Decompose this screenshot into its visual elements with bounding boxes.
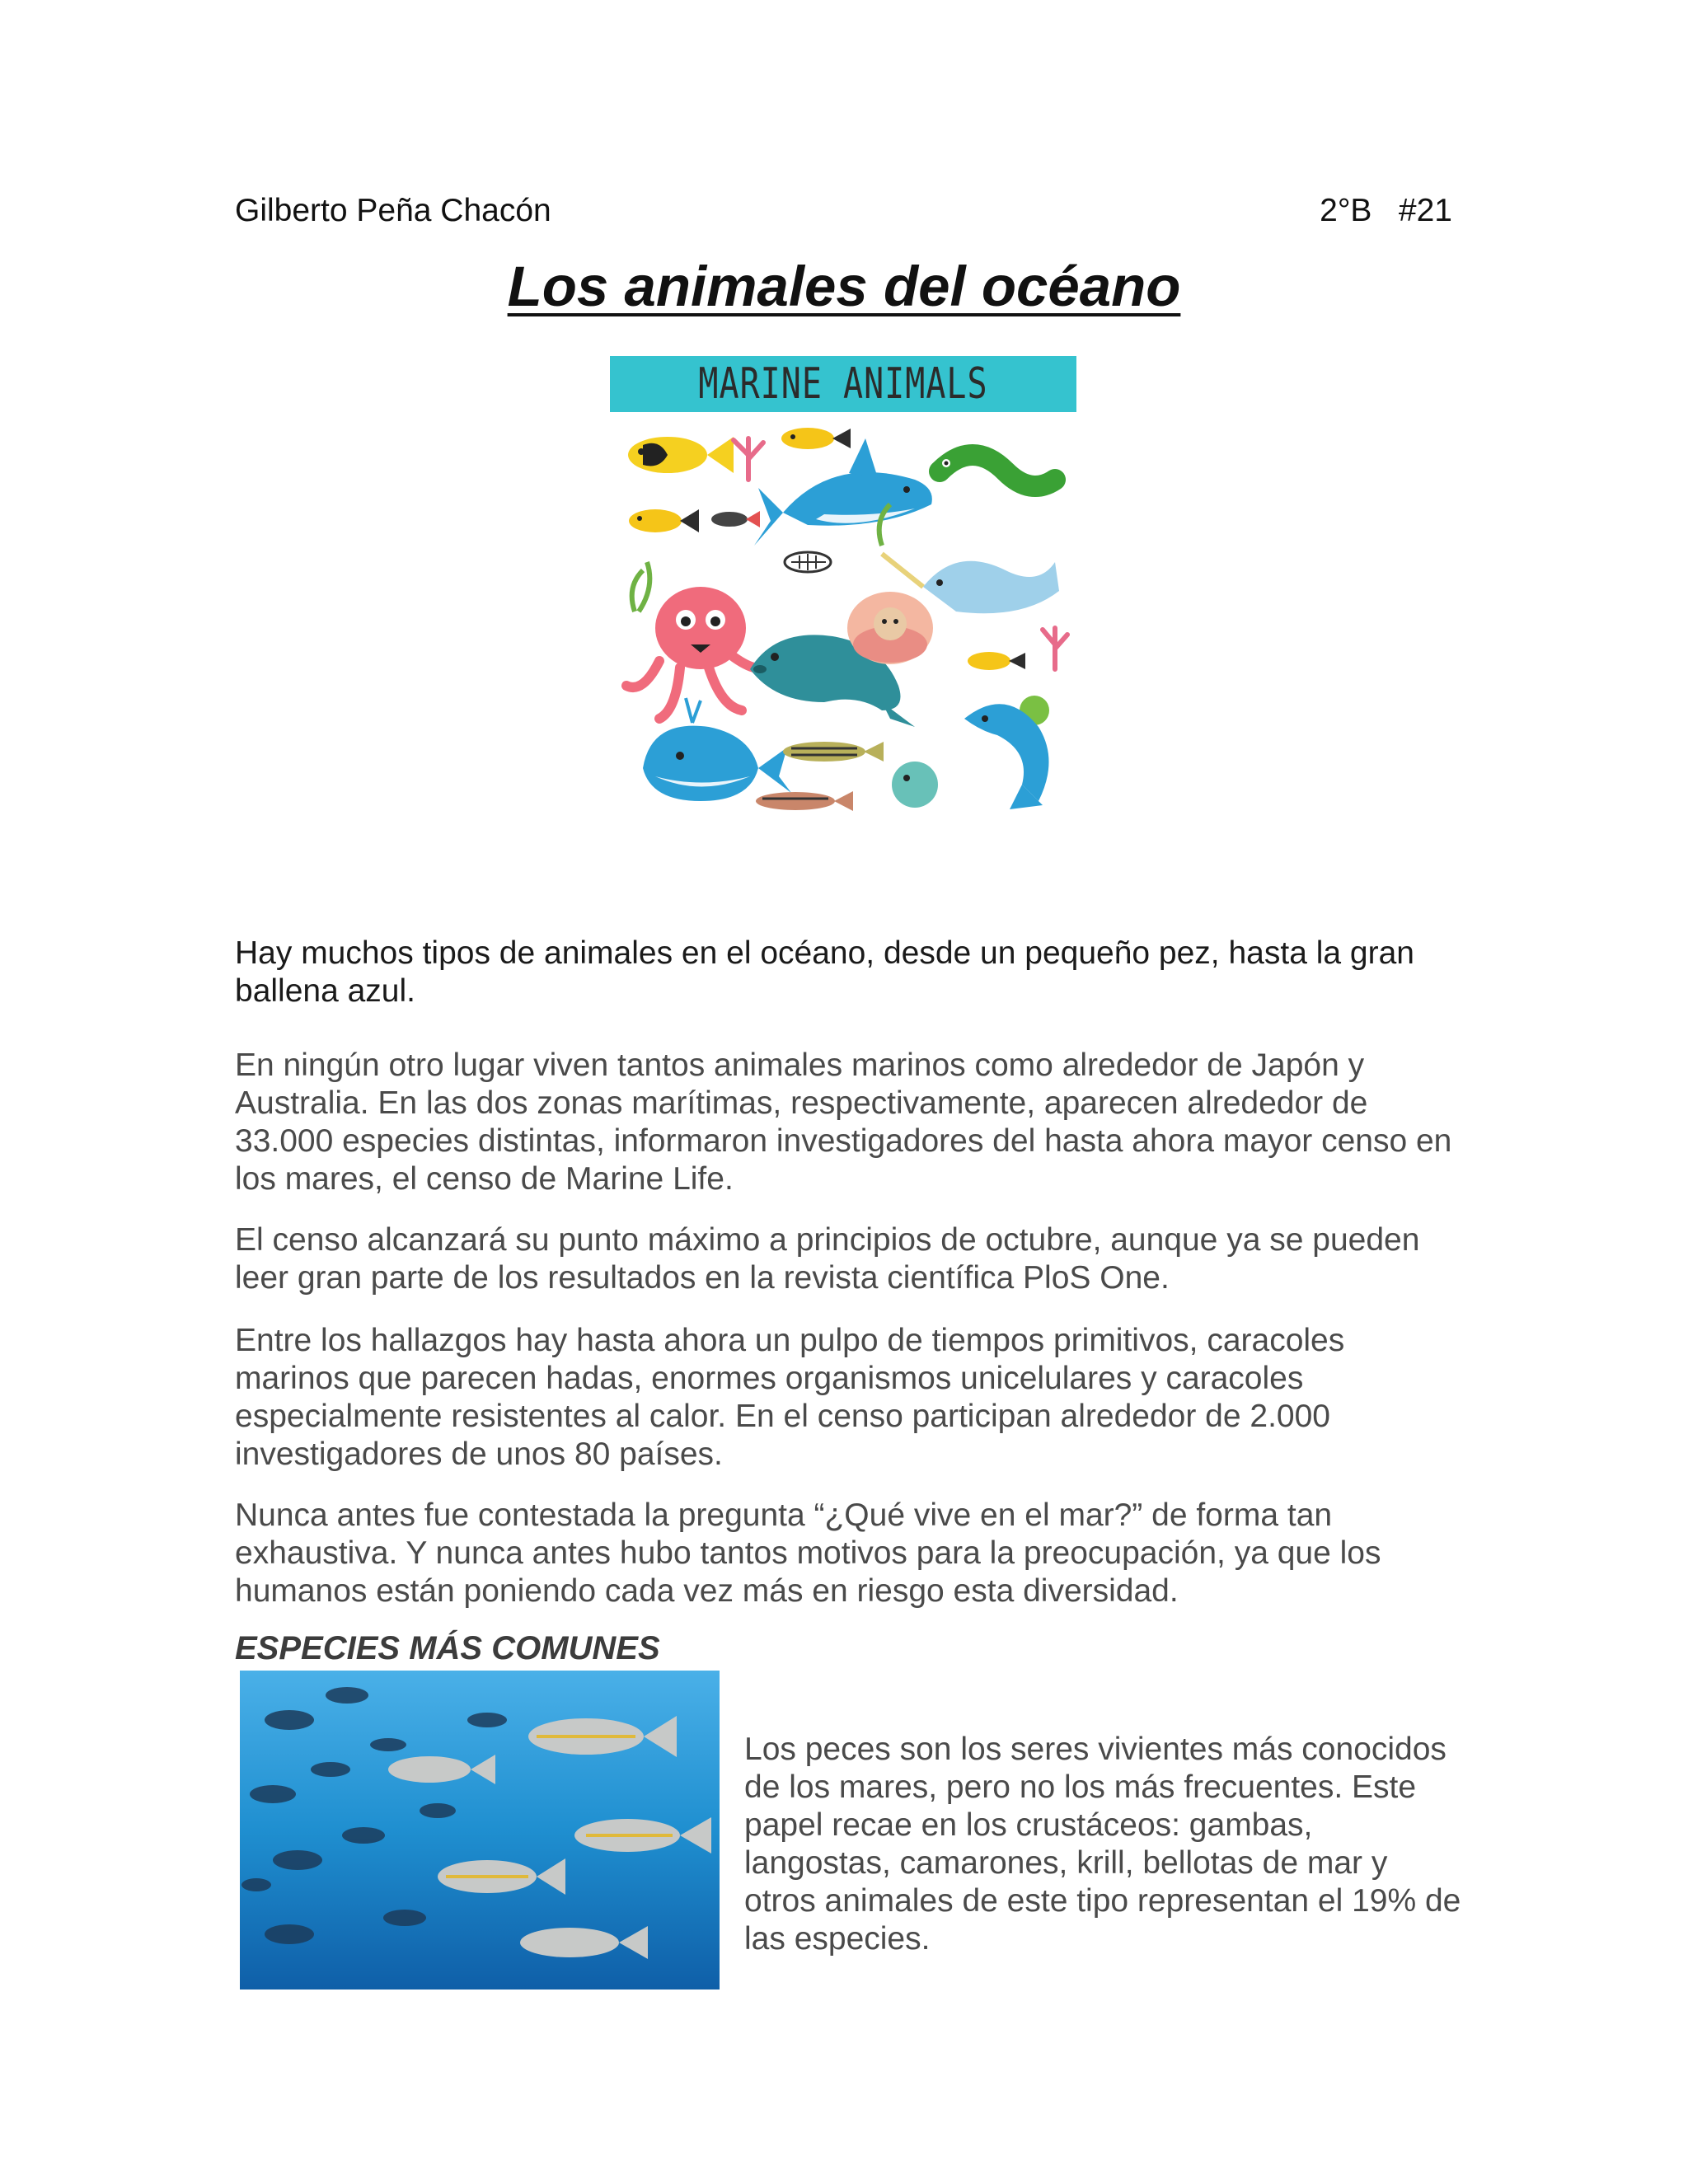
cartoon-sea-creatures [610, 422, 1076, 818]
shark-icon [754, 438, 932, 546]
marine-animals-illustration [610, 356, 1076, 818]
body-paragraph: En ningún otro lugar viven tantos animales marinos como alrededor de Japón y Australia. En las dos zonas marítimas, respectivamente, aparecen alrededor de 33.000 especies distintas, informaron investigadores del hasta ahora mayor censo en los mares, el censo de Marine Life. [235, 1047, 1452, 1197]
body-paragraph: Nunca antes fue contestada la pregunta “¿Qué vive en el mar?” de forma tan exhaustiva. Y nunca antes hubo tantos motivos para la preocupación, ya que los humanos están poniendo cada vez más en riesgo esta diversidad. [235, 1497, 1381, 1609]
class-number: 2°B #21 [1320, 193, 1452, 228]
illustration-banner [610, 356, 1076, 412]
striped-fish-icon [756, 791, 853, 811]
author-name: Gilberto Peña Chacón [235, 193, 551, 228]
intro-paragraph: Hay muchos tipos de animales en el océano, desde un pequeño pez, hasta la gran ballena azul. [235, 935, 1414, 1009]
yellow-fish-icon [628, 437, 734, 473]
small-fish-icon [781, 428, 851, 449]
banner-title: MARINE ANIMALS [698, 359, 988, 409]
eel-icon [940, 455, 1055, 486]
pufferfish-icon [892, 762, 938, 808]
section-heading: ESPECIES MÁS COMUNES [235, 1630, 660, 1666]
small-fish-icon [968, 652, 1025, 670]
page-title: Los animales del océano [507, 255, 1181, 318]
small-fish-icon [711, 511, 760, 527]
fish-school-photo [240, 1671, 720, 1990]
body-paragraph: Entre los hallazgos hay hasta ahora un pulpo de tiempos primitivos, caracoles marinos que parecen hadas, enormes organismos unicelulares y caracoles especialmente resistentes al calor. En el censo participan alrededor de 2.000 investigadores de unos 80 países. [235, 1323, 1345, 1472]
fish-skeleton-icon [785, 552, 831, 572]
section-paragraph: Los peces son los seres vivientes más conocidos de los mares, pero no los más frecuentes. Este papel recae en los crustáceos: gambas, langostas, camarones, krill, bellotas de mar y otros animales de este tipo representan el 19% de las especies. [744, 1732, 1461, 1957]
octopus-icon [626, 587, 771, 719]
yellow-fish-icon [629, 509, 699, 532]
striped-fish-icon [783, 742, 884, 762]
clam-icon [847, 592, 933, 664]
body-paragraph: El censo alcanzará su punto máximo a principios de octubre, aunque ya se pueden leer gran parte de los resultados en la revista científica PloS One. [235, 1222, 1420, 1296]
